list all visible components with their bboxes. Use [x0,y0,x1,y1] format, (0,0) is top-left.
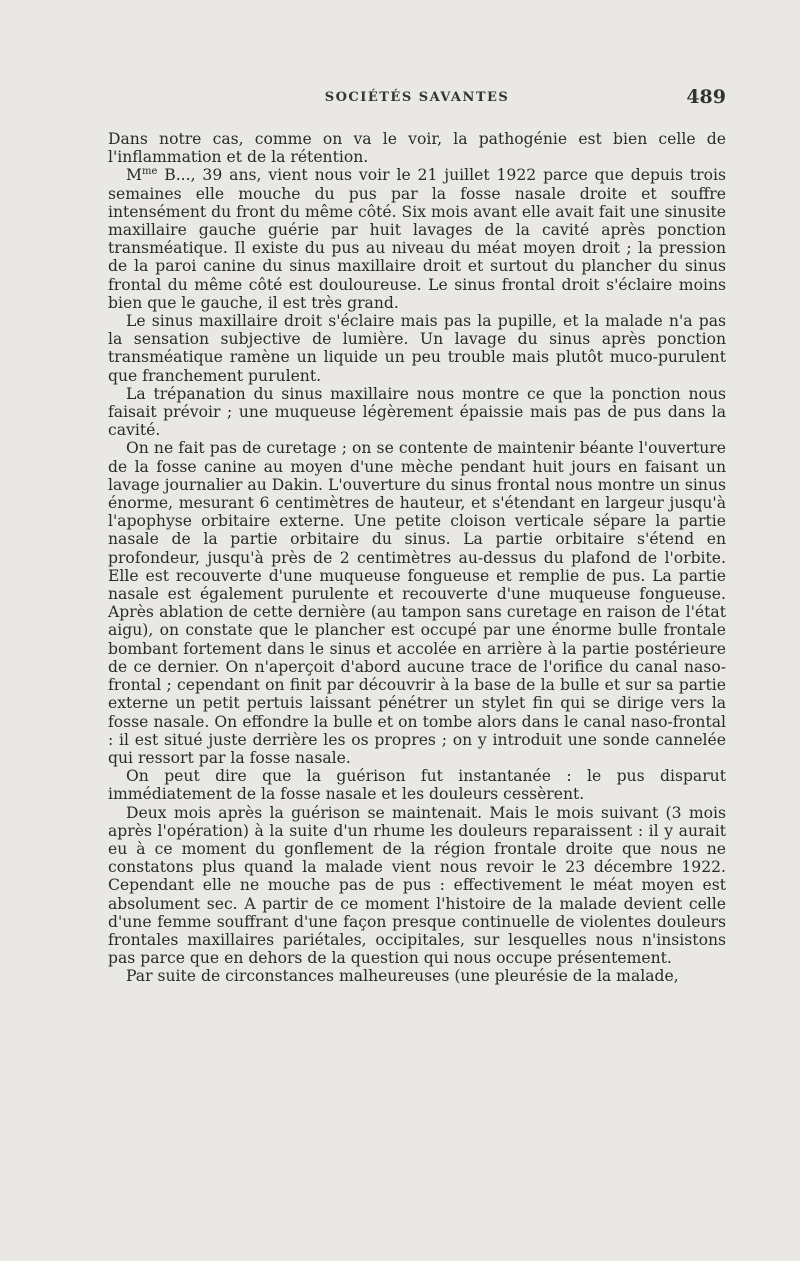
paragraph-5: On ne fait pas de curetage ; on se contente de maintenir béante l'ouverture de la fosse canine au moyen d'une mèche pendant huit jours en faisant un lavage journalier au Dakin. L'ouverture du sinus frontal nous montre un sinus énorme, mesurant 6 centimètres de hauteur, et s'étendant en largeur jusqu'à l'apophyse orbitaire externe. Une petite cloison verticale sépare la partie nasale de la partie orbitaire du sinus. La partie orbitaire s'étend en profondeur, jusqu'à près de 2 centimètres au-dessus du plafond de l'orbite. Elle est recouverte d'une muqueuse fongueuse et remplie de pus. La partie nasale est également purulente et recouverte d'une muqueuse fongueuse. Après ablation de cette dernière (au tampon sans curetage en raison de l'état aigu), on constate que le plancher est occupé par une énorme bulle frontale bombant fortement dans le sinus et accolée en arrière à la partie postérieure de ce dernier. On n'aperçoit d'abord aucune trace de l'orifice du canal naso-frontal ; cependant on finit par découvrir à la base de la bulle et sur sa partie externe un petit pertuis laissant pénétrer un stylet fin qui se dirige vers la fosse nasale. On effondre la bulle et on tombe alors dans le canal naso-frontal : il est situé juste derrière les os propres ; on y introduit une sonde cannelée qui ressort par la fosse nasale. [108,439,726,767]
page-number: 489 [686,86,726,108]
honorific-superscript: me [141,166,158,178]
paragraph-2-text: B..., 39 ans, vient nous voir le 21 juillet 1922 parce que depuis trois semaines elle mouche du pus par la fosse nasale droite et souffre intensément du front du même côté. Six mois avant elle avait fait une sinusite maxillaire gauche guérie par huit lavages de la cavité après ponction transméatique. Il existe du pus au niveau du méat moyen droit ; la pression de la paroi canine du sinus maxillaire droit et surtout du plancher du sinus frontal du même côté est douloureuse. Le sinus frontal droit s'éclaire moins bien que le gauche, il est très grand. [108,166,726,312]
paragraph-8: Par suite de circonstances malheureuses (une pleurésie de la malade, [126,967,679,986]
paragraph-1: Dans notre cas, comme on va le voir, la pathogénie est bien celle de l'inflammation et de la rétention. [108,130,726,167]
paragraph-7: Deux mois après la guérison se maintenait. Mais le mois suivant (3 mois après l'opération) à la suite d'un rhume les douleurs reparaissent : il y aurait eu à ce moment du gonflement de la région frontale droite que nous ne constatons plus quand la malade vient nous revoir le 23 décembre 1922. Cependant elle ne mouche pas de pus : effectivement le méat moyen est absolument sec. A partir de ce moment l'histoire de la malade devient celle d'une femme souffrant d'une façon presque continuelle de violentes douleurs frontales maxillaires pariétales, occipitales, sur lesquelles nous n'insistons pas parce que en dehors de la question qui nous occupe présentement. [108,803,726,968]
paragraph-2 [108,166,726,312]
running-header [108,86,726,118]
paragraph-4: La trépanation du sinus maxillaire nous montre ce que la ponction nous faisait prévoir ; une muqueuse légèrement épaissie mais pas de pus dans la cavité. [108,384,726,440]
paragraph-3: Le sinus maxillaire droit s'éclaire mais pas la pupille, et la malade n'a pas la sensation subjective de lumière. Un lavage du sinus après ponction transméatique ramène un liquide un peu trouble mais plutôt muco-purulent que franchement purulent. [108,312,726,385]
paragraph-6: On peut dire que la guérison fut instantanée : le pus disparut immédiatement de la fosse nasale et les douleurs cessèrent. [108,767,726,804]
article-body [108,130,726,986]
running-title: SOCIÉTÉS SAVANTES [324,90,510,105]
honorific: M [126,166,142,185]
